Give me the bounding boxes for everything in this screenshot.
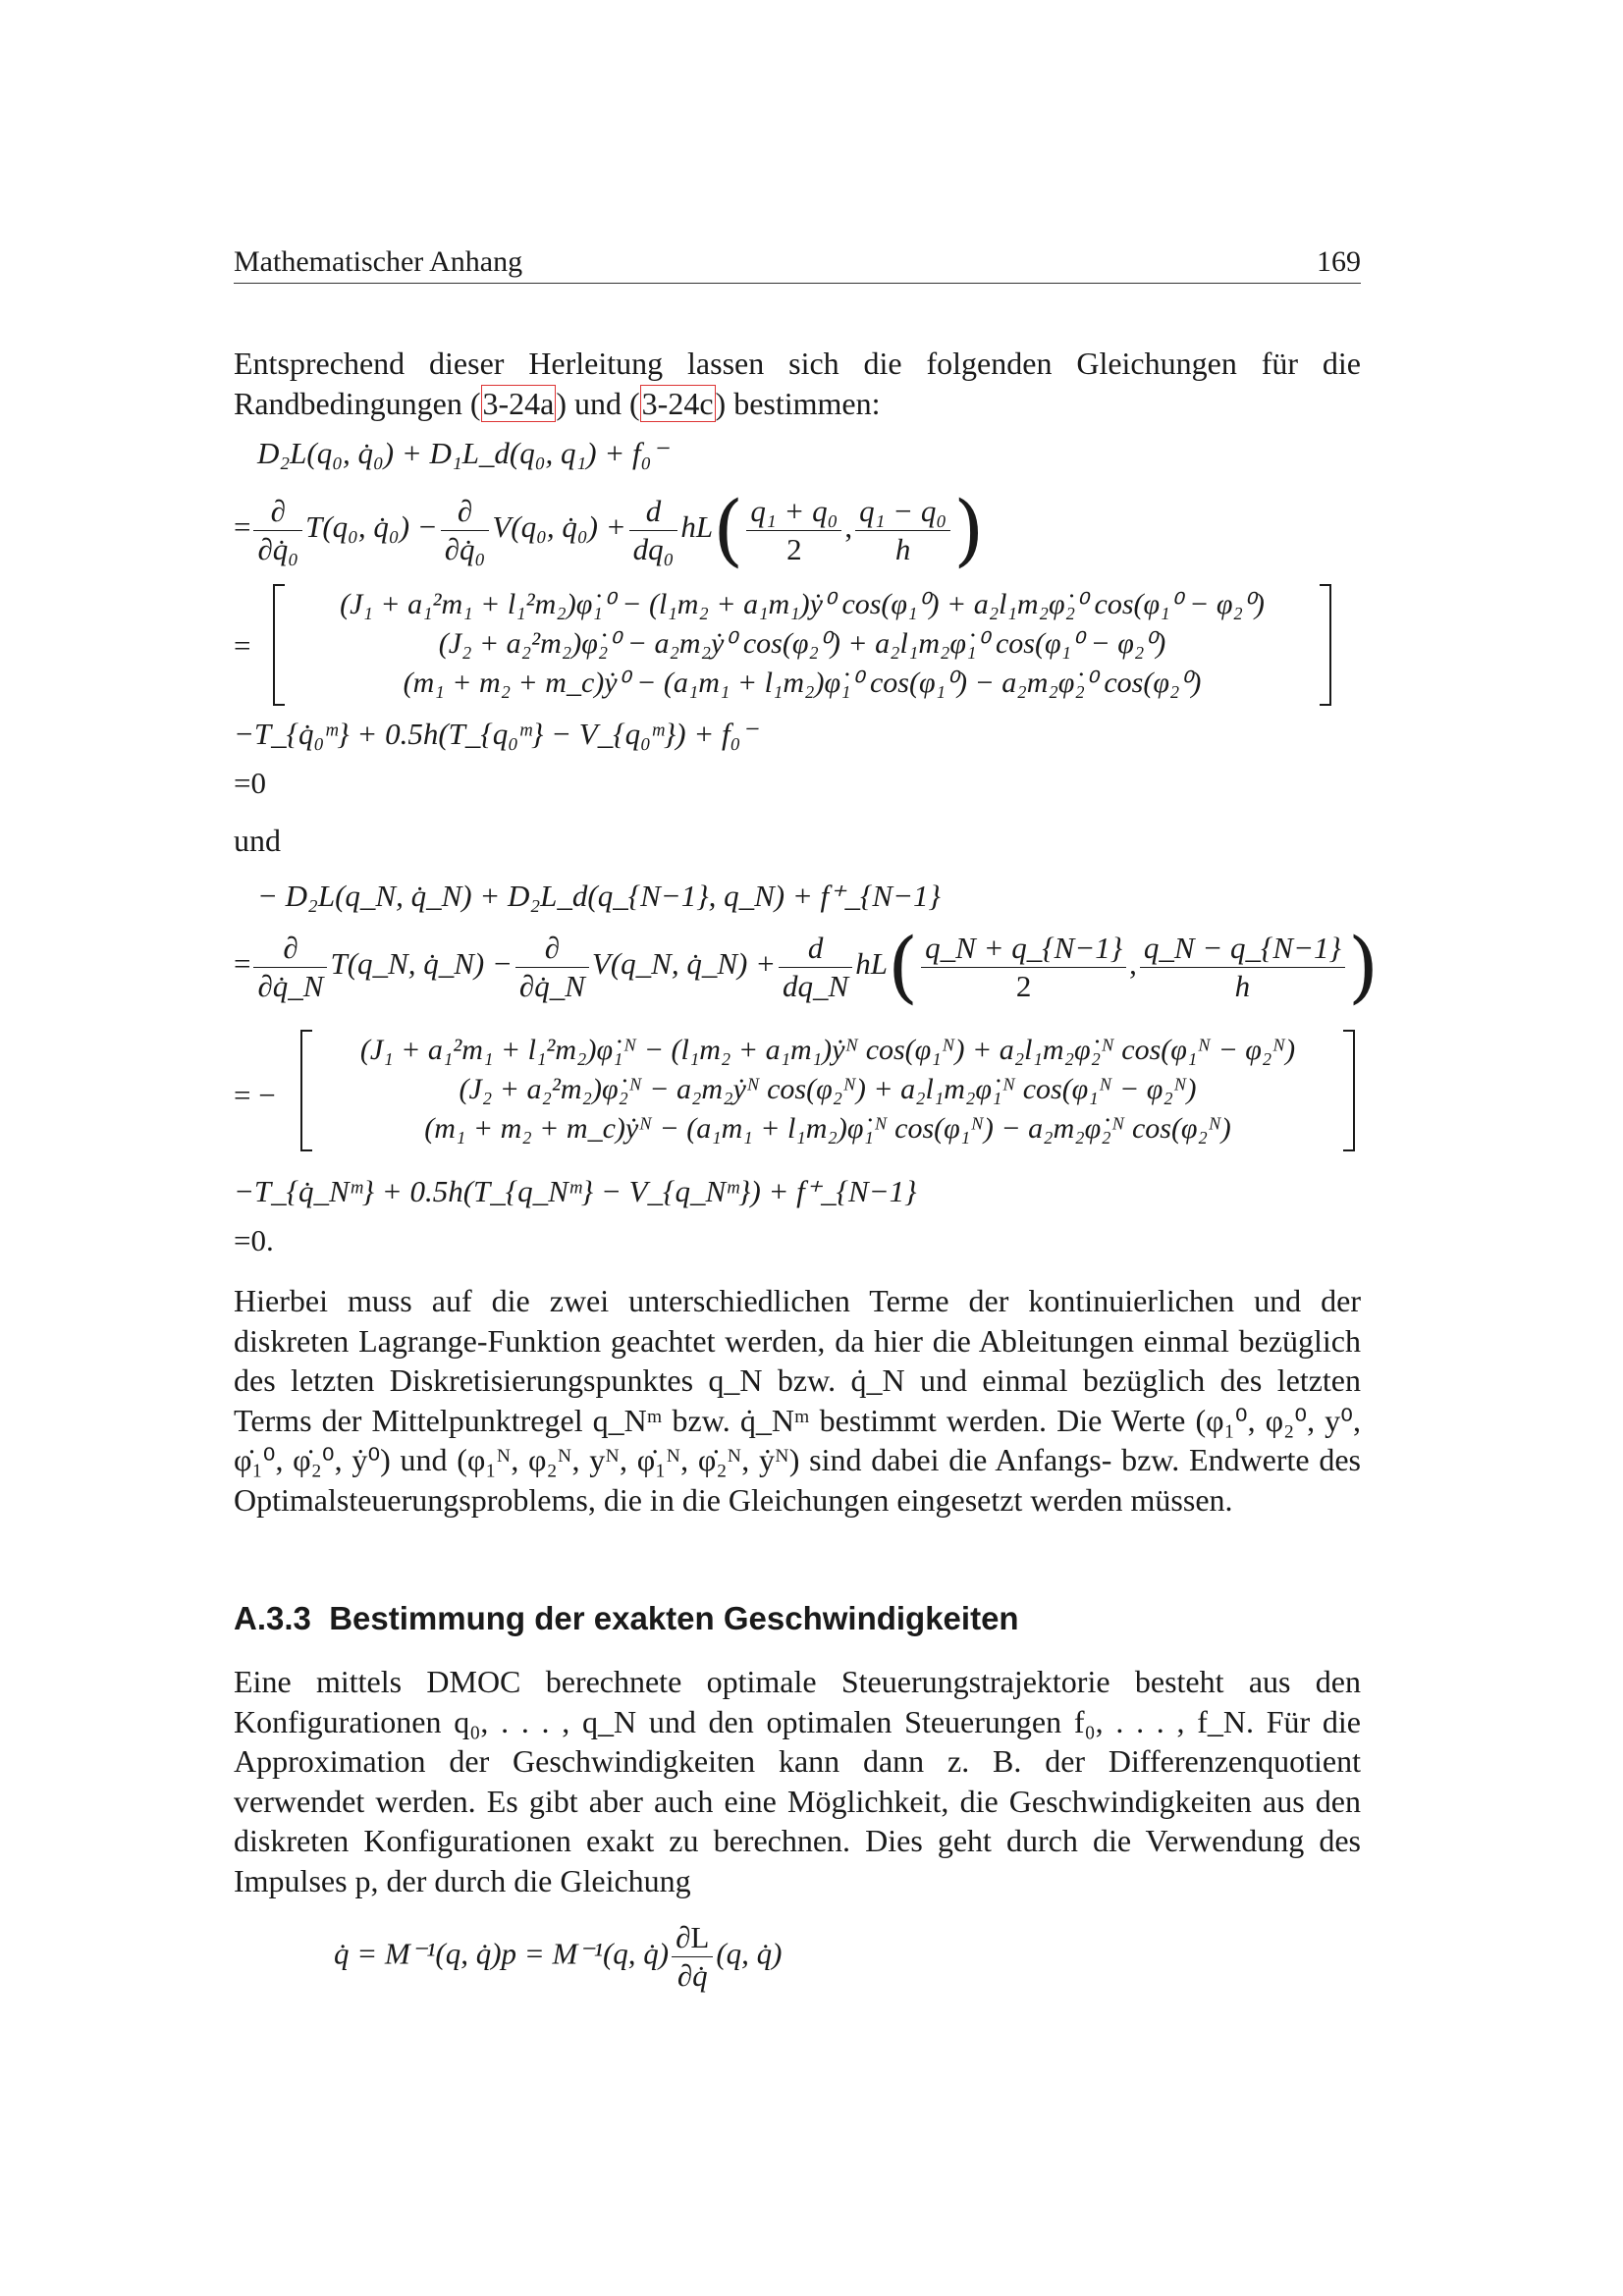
paragraph-2-text: Hierbei muss auf die zwei unterschiedlichen Terme der kontinuierlichen und der diskreten Lagrange-Funktion geachtet werden, da hier die Ableitungen einmal bezüglich des letzten Diskretisierungspunktes q_N bzw. q̇_N und einmal bezüglich des letzten Terms der Mittelpunktregel q_Nᵐ bzw. q̇_Nᵐ bestimmt werden. Die Werte (φ₁⁰, φ₂⁰, y⁰, φ̇₁⁰, φ̇₂⁰, ẏ⁰) und (φ₁ᴺ, φ₂ᴺ, yᴺ, φ̇₁ᴺ, φ̇₂ᴺ, ẏᴺ) sind dabei die Anfangs- bzw. Endwerte des Optimalsteuerungsproblems, die in die Gleichungen eingesetzt werden müssen. — [234, 1283, 1361, 1518]
eq1-line2-prefix: = — [234, 509, 251, 545]
eq2-line1: − D₂L(q_N, q̇_N) + D₂L_d(q_{N−1}, q_N) + f⁺_{N−1} — [257, 879, 941, 913]
eq2-d-frac: $\frac{d}{dq\_N}$ — [779, 930, 852, 1005]
eq2-term-T: T(q_N, q̇_N) − — [330, 946, 513, 982]
eq-final-frac: $\frac{\partial L}{\partial q̇}$ — [672, 1919, 713, 1995]
equation-link-3-24a[interactable]: 3-24a — [482, 385, 555, 421]
eq1-matrix-row-3: (m₁ + m₂ + m_c)ẏ⁰ − (a₁m₁ + l₁m₂)φ̇₁⁰ cos(φ₁⁰) − a₂m₂φ̇₂⁰ cos(φ₂⁰) — [403, 667, 1202, 699]
eq2-line5: =0. — [234, 1223, 274, 1257]
page-number: 169 — [1317, 245, 1361, 278]
eq2-line2-prefix: = — [234, 946, 251, 982]
eq1-rparen: ) — [953, 484, 985, 575]
eq1-lparen: ( — [713, 484, 744, 575]
eq1-matrix — [273, 585, 1331, 705]
paragraph-3-text: Eine mittels DMOC berechnete optimale Steuerungstrajektorie besteht aus den Konfigurationen q₀, . . . , q_N und den optimalen Steuerungen f₀, . . . , f_N. Für die Approximation der Geschwindigkeiten kann dann z. B. der Differenzenquotient verwendet werden. Es gibt aber auch eine Möglichkeit, die Geschwindigkeiten aus den diskreten Konfigurationen exakt zu berechnen. Dies geht durch die Verwendung des Impulses p, der durch die Gleichung — [234, 1664, 1361, 1898]
eq1-d-frac: $\frac{d}{\text{dq₀}}$ — [629, 493, 678, 568]
intro-text-2: ) und ( — [556, 385, 640, 421]
eq2-term-hL: hL — [855, 946, 888, 982]
eq1-arg2-frac: $\frac{\text{q₁ − q₀}}{h}$ — [855, 493, 950, 568]
section-title: Bestimmung der exakten Geschwindigkeiten — [329, 1600, 1019, 1636]
eq1-term-hL: hL — [680, 509, 714, 545]
eq1-line1: D₂L(q₀, q̇₀) + D₁L_d(q₀, q₁) + f₀⁻ — [257, 436, 668, 470]
header-title: Mathematischer Anhang — [234, 245, 523, 278]
eq2-matrix-row-3: (m₁ + m₂ + m_c)ẏᴺ − (a₁m₁ + l₁m₂)φ̇₁ᴺ cos(φ₁ᴺ) − a₂m₂φ̇₂ᴺ cos(φ₂ᴺ) — [424, 1112, 1231, 1145]
eq2-matrix-prefix: = − — [234, 1078, 276, 1112]
eq1-term-T: T(q₀, q̇₀) − — [305, 509, 438, 545]
eq2-matrix — [300, 1031, 1355, 1150]
eq-final-lhs: q̇ = M⁻¹(q, q̇)p = M⁻¹(q, q̇) — [334, 1936, 670, 1971]
eq2-partial-frac-1: $\frac{\partial}{\partial q̇\_N}$ — [253, 930, 327, 1005]
eq2-line4: −T_{q̇_Nᵐ} + 0.5h(T_{q_Nᵐ} − V_{q_Nᵐ}) + f⁺_{N−1} — [234, 1174, 917, 1208]
section-number: A.3.3 — [234, 1600, 311, 1636]
eq1-matrix-row-1: (J₁ + a₁²m₁ + l₁²m₂)φ̇₁⁰ − (l₁m₂ + a₁m₁)ẏ⁰ cos(φ₁⁰) + a₂l₁m₂φ̇₂⁰ cos(φ₁⁰ − φ₂⁰) — [340, 588, 1265, 620]
paragraph-3 — [234, 1662, 1361, 1900]
eq2-rparen: ) — [1347, 921, 1380, 1012]
eq2-arg1-frac: $\frac{q\_N + q\_\{N-1\}}{2}$ — [921, 930, 1126, 1005]
intro-text-1: Entsprechend dieser Herleitung lassen sich die folgenden Gleichungen für die Randbedingungen ( — [234, 346, 1361, 421]
intro-text-3: ) bestimmen: — [715, 385, 881, 421]
eq2-line2: = $\frac{\partial}{\partial q̇\_N}$ T(q_N, q̇_N) − $\frac{\partial}{\partial q̇\_N}$ V(q_N, q̇_N) + $\frac{d}{dq\_N}$ hL( $\frac{q\_N + q\_\{N-1\}}{2}$ , $\frac{q\_N - q\_\{N-1\}}{h}$ ) — [234, 921, 1380, 1012]
eq1-partial-frac-2: $\frac{\partial}{\text{∂q̇₀}}$ — [441, 493, 490, 568]
eq1-line5: =0 — [234, 766, 266, 800]
equation-link-3-24c[interactable]: 3-24c — [641, 385, 714, 421]
section-heading — [234, 1600, 1019, 1637]
eq-final — [334, 1919, 783, 1995]
eq-final-rhs: (q, q̇) — [716, 1936, 783, 1971]
eq2-lparen: ( — [887, 921, 919, 1012]
eq1-line2: = $\frac{\partial}{\text{∂q̇₀}}$ T(q₀, q̇₀) − $\frac{\partial}{\text{∂q̇₀}}$ V(q₀, q̇₀) + $\frac{d}{\text{dq₀}}$ hL( $\frac{\text{q₁ + q₀}}{2}$ , $\frac{\text{q₁ − q₀}}{h}$ ) — [234, 484, 985, 575]
eq1-partial-frac-1: $\frac{\partial}{\text{∂q̇₀}}$ — [253, 493, 302, 568]
eq1-arg1-frac: $\frac{\text{q₁ + q₀}}{2}$ — [746, 493, 841, 568]
und-text: und — [234, 823, 281, 858]
eq2-term-V: V(q_N, q̇_N) + — [591, 946, 777, 982]
eq1-matrix-prefix: = — [234, 628, 251, 663]
intro-paragraph — [234, 344, 1361, 423]
eq2-matrix-row-2: (J₂ + a₂²m₂)φ̇₂ᴺ − a₂m₂ẏᴺ cos(φ₂ᴺ) + a₂l₁m₂φ̇₁ᴺ cos(φ₁ᴺ − φ₂ᴺ) — [459, 1073, 1197, 1105]
eq2-arg2-frac: $\frac{q\_N - q\_\{N-1\}}{h}$ — [1140, 930, 1345, 1005]
running-header — [234, 243, 1361, 284]
eq2-matrix-row-1: (J₁ + a₁²m₁ + l₁²m₂)φ̇₁ᴺ − (l₁m₂ + a₁m₁)ẏᴺ cos(φ₁ᴺ) + a₂l₁m₂φ̇₂ᴺ cos(φ₁ᴺ − φ₂ᴺ) — [359, 1034, 1296, 1066]
paragraph-2 — [234, 1281, 1361, 1520]
eq2-partial-frac-2: $\frac{\partial}{\partial q̇\_N}$ — [515, 930, 589, 1005]
eq1-matrix-row-2: (J₂ + a₂²m₂)φ̇₂⁰ − a₂m₂ẏ⁰ cos(φ₂⁰) + a₂l₁m₂φ̇₁⁰ cos(φ₁⁰ − φ₂⁰) — [438, 627, 1166, 660]
eq1-term-V: V(q₀, q̇₀) + — [492, 509, 626, 545]
eq1-line4: −T_{q̇₀ᵐ} + 0.5h(T_{q₀ᵐ} − V_{q₀ᵐ}) + f₀⁻ — [234, 717, 757, 751]
